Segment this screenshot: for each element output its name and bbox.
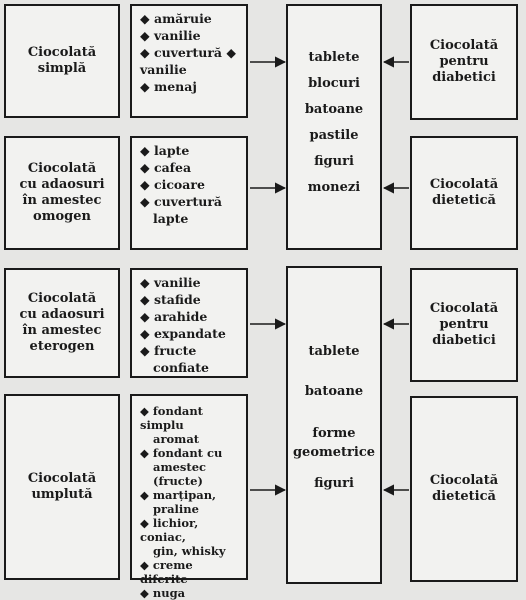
ingredient-item: ◆ arahide	[140, 309, 208, 324]
ingredient-item: ◆ expandate	[140, 326, 226, 341]
right-box-dietetic-1: Ciocolată dietetică	[410, 136, 518, 250]
category-homogeneous-additions: Ciocolată cu adaosuri în amestec omogen	[4, 136, 120, 250]
ingredient-item: aromat	[153, 432, 200, 446]
ingredient-item: ◆ marțipan,	[140, 488, 217, 502]
ingredient-item: ◆ cafea	[140, 160, 192, 175]
form-item: forme geometrice	[292, 426, 376, 460]
ingredient-item: ◆ vanilie	[140, 275, 201, 290]
ingredient-item: ◆ cuvertură ◆	[140, 45, 236, 60]
form-item: figuri	[314, 476, 354, 491]
ingredient-item: confiate	[153, 360, 209, 375]
form-item: batoane	[304, 102, 364, 117]
form-item: pastile	[309, 128, 359, 143]
ingredient-item: ◆ stafide	[140, 292, 201, 307]
form-item: monezi	[307, 180, 361, 195]
ingredient-item: ◆ lichior, coniac,	[140, 516, 199, 544]
ingredient-item: ◆ creme diferite	[140, 558, 193, 586]
category-filled-chocolate: Ciocolată umplută	[4, 394, 120, 580]
right-box-diabetic-1: Ciocolată pentru diabetici	[410, 4, 518, 120]
form-item: figuri	[314, 154, 354, 169]
ingredient-item: lapte	[153, 211, 189, 226]
form-item: blocuri	[308, 76, 360, 91]
ingredient-item: ◆ lapte	[140, 143, 190, 158]
ingredient-item: ◆ amăruie	[140, 11, 212, 26]
ingredient-item: ◆ vanilie	[140, 28, 201, 43]
right-box-diabetic-2: Ciocolată pentru diabetici	[410, 268, 518, 382]
ingredient-item: ◆ fondant cu	[140, 446, 223, 460]
ingredient-item: ◆ fondant simplu	[140, 404, 203, 432]
ingredient-item: ◆ menaj	[140, 79, 197, 94]
form-item: batoane	[304, 384, 364, 399]
form-item: tablete	[308, 344, 360, 359]
ingredient-item: amestec	[153, 460, 207, 474]
ingredient-item: (fructe)	[153, 474, 203, 488]
category-simple-chocolate: Ciocolată simplă	[4, 4, 120, 118]
form-item: tablete	[308, 50, 360, 65]
ingredient-item: ◆ cicoare	[140, 177, 205, 192]
ingredient-item: ◆ nuga	[140, 586, 186, 600]
ingredient-item: ◆ fructe	[140, 343, 197, 358]
ingredient-item: gin, whisky	[153, 544, 226, 558]
ingredient-item: vanilie	[140, 62, 187, 77]
right-box-dietetic-2: Ciocolată dietetică	[410, 396, 518, 582]
ingredient-item: praline	[153, 502, 199, 516]
ingredient-item: ◆ cuvertură	[140, 194, 223, 209]
category-heterogeneous-additions: Ciocolată cu adaosuri în amestec eterogen	[4, 268, 120, 378]
